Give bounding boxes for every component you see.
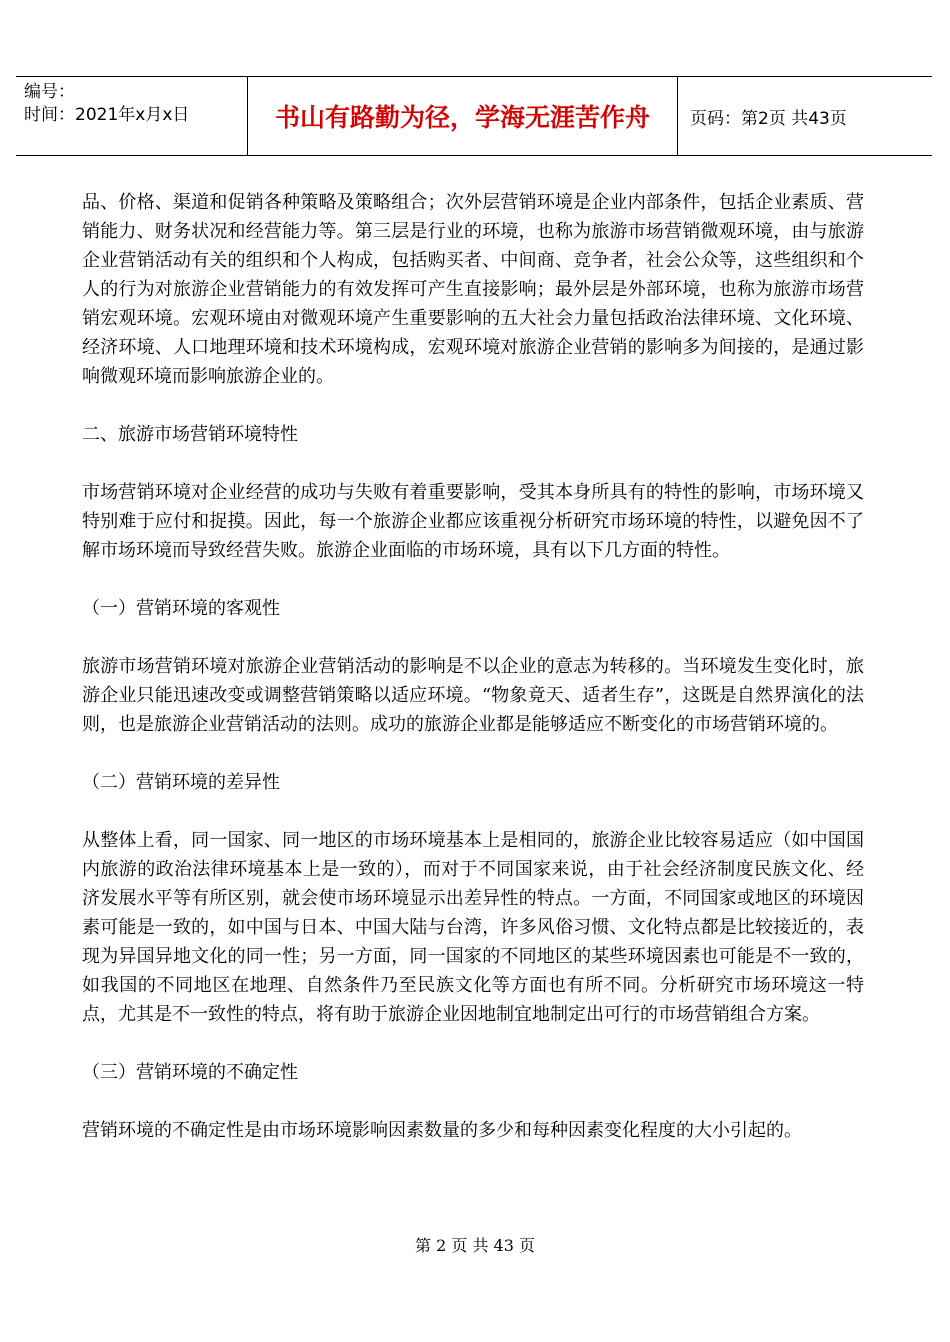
header-motto: 书山有路勤为径，学海无涯苦作舟 xyxy=(248,77,678,155)
header-meta xyxy=(16,77,248,155)
document-body xyxy=(82,188,864,1174)
subheading-uncertainty: （三）营销环境的不确定性 xyxy=(82,1062,298,1083)
date-label: 时间：2021年x月x日 xyxy=(24,105,190,125)
paragraph-3: 旅游市场营销环境对旅游企业营销活动的影响是不以企业的意志为转移的。当环境发生变化时，旅游企业只能迅速改变或调整营销策略以适应环境。“物象竟天、适者生存”，这既是自然界演化的法则，也是旅游企业营销活动的法则。成功的旅游企业都是能够适应不断变化的市场营销环境的。 xyxy=(82,656,864,735)
section-heading-2: 二、旅游市场营销环境特性 xyxy=(82,424,298,445)
paragraph-5: 营销环境的不确定性是由市场环境影响因素数量的多少和每种因素变化程度的大小引起的。 xyxy=(82,1120,802,1141)
paragraph-2: 市场营销环境对企业经营的成功与失败有着重要影响，受其本身所具有的特性的影响，市场环境又特别难于应付和捉摸。因此，每一个旅游企业都应该重视分析研究市场环境的特性，以避免因不了解市场环境而导致经营失败。旅游企业面临的市场环境，具有以下几方面的特性。 xyxy=(82,482,864,561)
page-footer: 第 2 页 共 43 页 xyxy=(415,1236,535,1255)
serial-number-label: 编号： xyxy=(24,82,75,102)
subheading-difference: （二）营销环境的差异性 xyxy=(82,772,280,793)
page-header xyxy=(16,76,932,156)
paragraph-1: 品、价格、渠道和促销各种策略及策略组合；次外层营销环境是企业内部条件，包括企业素质、营销能力、财务状况和经营能力等。第三层是行业的环境，也称为旅游市场营销微观环境，由与旅游企业营销活动有关的组织和个人构成，包括购买者、中间商、竞争者，社会公众等，这些组织和个人的行为对旅游企业营销能力的有效发挥可产生直接影响；最外层是外部环境，也称为旅游市场营销宏观环境。宏观环境由对微观环境产生重要影响的五大社会力量包括政治法律环境、文化环境、经济环境、人口地理环境和技术环境构成，宏观环境对旅游企业营销的影响多为间接的，是通过影响微观环境而影响旅游企业的。 xyxy=(82,192,864,387)
paragraph-4: 从整体上看，同一国家、同一地区的市场环境基本上是相同的，旅游企业比较容易适应（如中国国内旅游的政治法律环境基本上是一致的），而对于不同国家来说，由于社会经济制度民族文化、经济发展水平等有所区别，就会使市场环境显示出差异性的特点。一方面，不同国家或地区的环境因素可能是一致的，如中国与日本、中国大陆与台湾，许多风俗习惯、文化特点都是比较接近的，表现为异国异地文化的同一性；另一方面，同一国家的不同地区的某些环境因素也可能是不一致的，如我国的不同地区在地理、自然条件乃至民族文化等方面也有所不同。分析研究市场环境这一特点，尤其是不一致性的特点，将有助于旅游企业因地制宜地制定出可行的市场营销组合方案。 xyxy=(82,830,864,1025)
header-page-info: 页码：第2页 共43页 xyxy=(690,108,847,129)
subheading-objectivity: （一）营销环境的客观性 xyxy=(82,598,280,619)
